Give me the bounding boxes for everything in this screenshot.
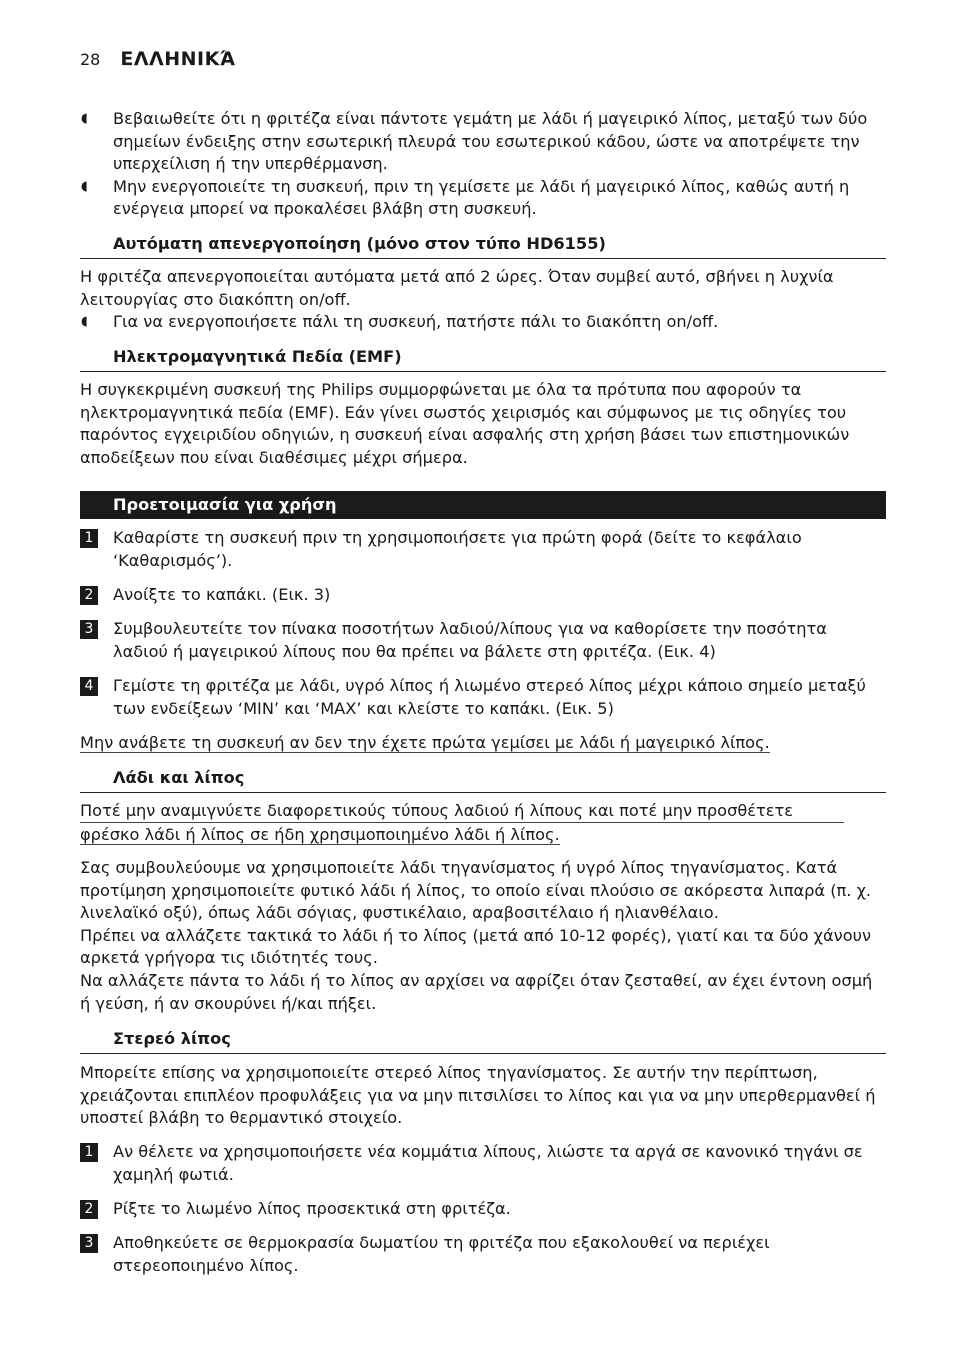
paragraph: Σας συμβουλεύουμε να χρησιμοποιείτε λάδι τηγανίσματος ή υγρό λίπος τηγανίσματος. Κατά προτίμηση χρησιμοποιείτε φυτικό λάδι ή λίπος, το οποίο είναι πλούσιο σε ακόρεστα λιπαρά (π. χ. λινελαϊκό οξύ), όπως λάδι σόγιας, φυστικέλαιο, αραβοσιτέλαιο ή ηλιανθέλαιο.: [80, 858, 872, 923]
step-number: 2: [80, 1200, 98, 1219]
bullet-icon: ◖: [81, 178, 88, 194]
subheading-solid-fat: [80, 1027, 886, 1054]
bullet-text: Μην ενεργοποιείτε τη συσκευή, πριν τη γεμίσετε με λάδι ή μαγειρικό λίπος, καθώς αυτή η ενέργεια μπορεί να προκαλέσει βλάβη στη συσκευή.: [113, 176, 850, 219]
step-text: Ρίξτε το λιωμένο λίπος προσεκτικά στη φριτέζα.: [113, 1199, 511, 1218]
step-number: 4: [80, 677, 98, 696]
list-item: [80, 311, 886, 334]
subheading-oil: [80, 766, 886, 793]
list-item: [80, 1141, 886, 1186]
subheading-text: Στερεό λίπος: [113, 1029, 231, 1048]
oil-warning: [80, 800, 886, 847]
oil-body: [80, 857, 886, 1015]
subheading-text: Ηλεκτρομαγνητικά Πεδία (EMF): [113, 347, 402, 366]
prep-step-4: [80, 675, 886, 720]
step-text: Ανοίξτε το καπάκι. (Εικ. 3): [113, 585, 331, 604]
subheading-text: Αυτόματη απενεργοποίηση (μόνο στον τύπο HD6155): [113, 234, 606, 253]
solid-step-2: [80, 1198, 886, 1221]
subheading-emf: [80, 345, 886, 372]
warning-text: Μην ανάβετε τη συσκευή αν δεν την έχετε πρώτα γεμίσει με λάδι ή μαγειρικό λίπος.: [80, 733, 770, 752]
prep-step-1: [80, 527, 886, 572]
subheading-text: Λάδι και λίπος: [113, 768, 245, 787]
bullet-text: Βεβαιωθείτε ότι η φριτέζα είναι πάντοτε γεμάτη με λάδι ή μαγειρικό λίπος, μεταξύ των δύο σημείων ένδειξης στην εσωτερική πλευρά του εσωτερικού κάδου, ώστε να αποτρέψετε την υπερχείλιση ή την υπερθέρμανση.: [113, 109, 868, 174]
list-item: [80, 108, 886, 176]
step-number: 2: [80, 586, 98, 605]
list-item: [80, 176, 886, 221]
bullet-text: Για να ενεργοποιήσετε πάλι τη συσκευή, πατήστε πάλι το διακόπτη on/off.: [113, 312, 719, 332]
step-text: Γεμίστε τη φριτέζα με λάδι, υγρό λίπος ή λιωμένο στερεό λίπος μέχρι κάποιο σημείο μεταξύ των ενδείξεων ‘MIN’ και ‘MAX’ και κλείστε το καπάκι. (Εικ. 5): [113, 676, 866, 718]
prep-warning: [80, 732, 886, 755]
step-number: 1: [80, 529, 98, 548]
list-item: [80, 584, 886, 607]
section-heading-preparation: [80, 491, 886, 519]
emf-body: [80, 379, 886, 469]
solid-step-1: [80, 1141, 886, 1186]
language-title: ΕΛΛΗΝΙΚΆ: [120, 48, 236, 70]
list-item: [80, 618, 886, 663]
step-text: Καθαρίστε τη συσκευή πριν τη χρησιμοποιήσετε για πρώτη φορά (δείτε το κεφάλαιο ‘Καθαρισμός’).: [113, 528, 802, 570]
page-header: [80, 48, 236, 72]
list-item: [80, 675, 886, 720]
auto-off-body: [80, 266, 886, 334]
step-number: 3: [80, 620, 98, 639]
list-item: [80, 1198, 886, 1221]
list-item: [80, 527, 886, 572]
step-number: 1: [80, 1143, 98, 1162]
prep-step-3: [80, 618, 886, 663]
section-heading-text: Προετοιμασία για χρήση: [113, 495, 337, 514]
warning-line: Ποτέ μην αναμιγνύετε διαφορετικούς τύπους λαδιού ή λίπους και ποτέ μην προσθέτετε: [80, 800, 844, 823]
bullet-icon: ◖: [81, 314, 88, 330]
prep-step-2: [80, 584, 886, 607]
paragraph: Μπορείτε επίσης να χρησιμοποιείτε στερεό λίπος τηγανίσματος. Σε αυτήν την περίπτωση, χρειάζονται επιπλέον προφυλάξεις για να μην πιτσιλίσει το λίπος και για να μην υπερθερμανθεί ή υποστεί βλάβη το θερμαντικό στοιχείο.: [80, 1063, 876, 1128]
step-text: Αποθηκεύετε σε θερμοκρασία δωματίου τη φριτέζα που εξακολουθεί να περιέχει στερεοποιημένο λίπος.: [113, 1233, 770, 1275]
subheading-auto-off: [80, 232, 886, 259]
paragraph: Πρέπει να αλλάζετε τακτικά το λάδι ή το λίπος (μετά από 10-12 φορές), γιατί και τα δύο χάνουν αρκετά γρήγορα τις ιδιότητές τους.: [80, 925, 872, 968]
warning-line: φρέσκο λάδι ή λίπος σε ήδη χρησιμοποιημένο λάδι ή λίπος.: [80, 825, 560, 844]
page-number: 28: [80, 50, 101, 69]
step-text: Συμβουλευτείτε τον πίνακα ποσοτήτων λαδιού/λίπους για να καθορίσετε την ποσότητα λαδιού ή μαγειρικού λίπους που θα πρέπει να βάλετε στη φριτέζα. (Εικ. 4): [113, 619, 827, 661]
paragraph: Η συγκεκριμένη συσκευή της Philips συμμορφώνεται με όλα τα πρότυπα που αφορούν τα ηλεκτρομαγνητικά πεδία (EMF). Εάν γίνει σωστός χειρισμός και σύμφωνος με τις οδηγίες του παρόντος εγχειριδίου οδηγιών, η συσκευή είναι ασφαλής στη χρήση βάσει των επιστημονικών αποδείξεων που είναι διαθέσιμες μέχρι σήμερα.: [80, 380, 850, 467]
list-item: [80, 1232, 886, 1277]
bullet-icon: ◖: [81, 111, 88, 126]
bullet-list-top: [80, 108, 886, 221]
solid-body: [80, 1062, 886, 1130]
paragraph: Η φριτέζα απενεργοποιείται αυτόματα μετά από 2 ώρες. Όταν συμβεί αυτό, σβήνει η λυχνία λειτουργίας στο διακόπτη on/off.: [80, 267, 834, 309]
solid-step-3: [80, 1232, 886, 1277]
step-text: Αν θέλετε να χρησιμοποιήσετε νέα κομμάτια λίπους, λιώστε τα αργά σε κανονικό τηγάνι σε χαμηλή φωτιά.: [113, 1142, 863, 1184]
step-number: 3: [80, 1234, 98, 1253]
paragraph: Να αλλάζετε πάντα το λάδι ή το λίπος αν αρχίσει να αφρίζει όταν ζεσταθεί, αν έχει έντονη οσμή ή γεύση, ή αν σκουρύνει ή/και πήξει.: [80, 970, 873, 1013]
